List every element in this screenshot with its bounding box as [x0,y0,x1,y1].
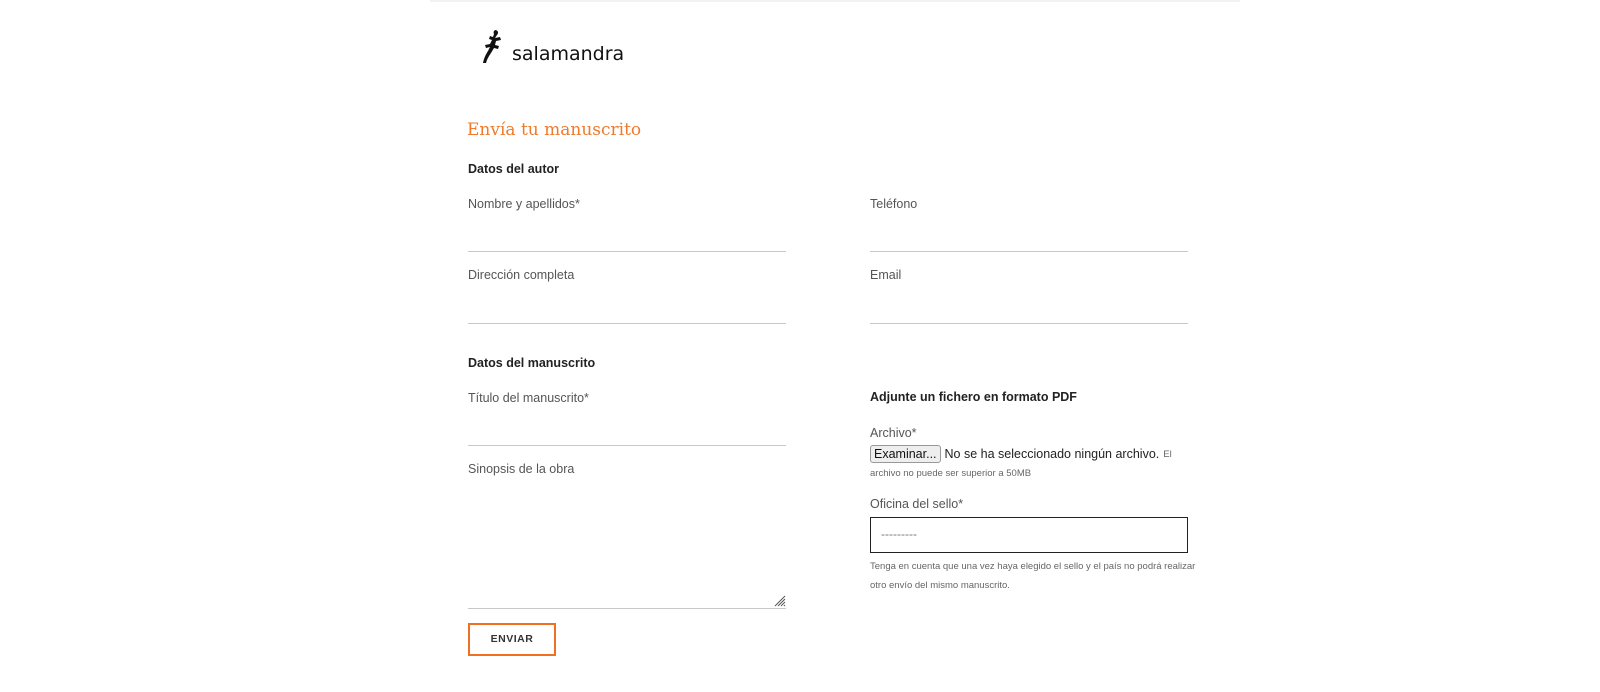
file-label: Archivo* [870,426,917,440]
resize-grip-icon[interactable] [774,595,786,607]
page-title: Envía tu manuscrito [467,120,642,140]
synopsis-textarea[interactable] [468,478,786,609]
email-input[interactable] [870,323,1188,324]
browse-button[interactable]: Examinar... [870,445,941,463]
manuscript-section-heading: Datos del manuscrito [468,356,596,370]
size-note-start: El [1163,448,1172,460]
file-status: No se ha seleccionado ningún archivo. [944,447,1160,461]
manuscript-title-label: Título del manuscrito* [468,391,589,405]
attachment-heading: Adjunte un fichero en formato PDF [870,390,1077,404]
salamander-icon [478,28,508,68]
office-select[interactable]: --------- [870,517,1188,553]
office-note: Tenga en cuenta que una vez haya elegido el sello y el país no podrá realizar otro envío del mismo manuscrito. [870,561,1196,591]
name-label: Nombre y apellidos* [468,197,580,211]
submit-button[interactable]: ENVIAR [468,623,556,656]
address-input[interactable] [468,323,786,324]
name-input[interactable] [468,251,786,252]
synopsis-label: Sinopsis de la obra [468,462,575,476]
address-label: Dirección completa [468,268,575,282]
manuscript-title-input[interactable] [468,445,786,446]
brand-name: salamandra [512,43,625,65]
author-section-heading: Datos del autor [468,162,559,176]
phone-input[interactable] [870,251,1188,252]
office-label: Oficina del sello* [870,497,964,511]
top-divider [430,0,1240,2]
size-note: archivo no puede ser superior a 50MB [870,468,1032,479]
file-input[interactable] [870,445,1172,463]
email-label: Email [870,268,902,282]
phone-label: Teléfono [870,197,918,211]
brand-logo[interactable] [478,28,624,68]
